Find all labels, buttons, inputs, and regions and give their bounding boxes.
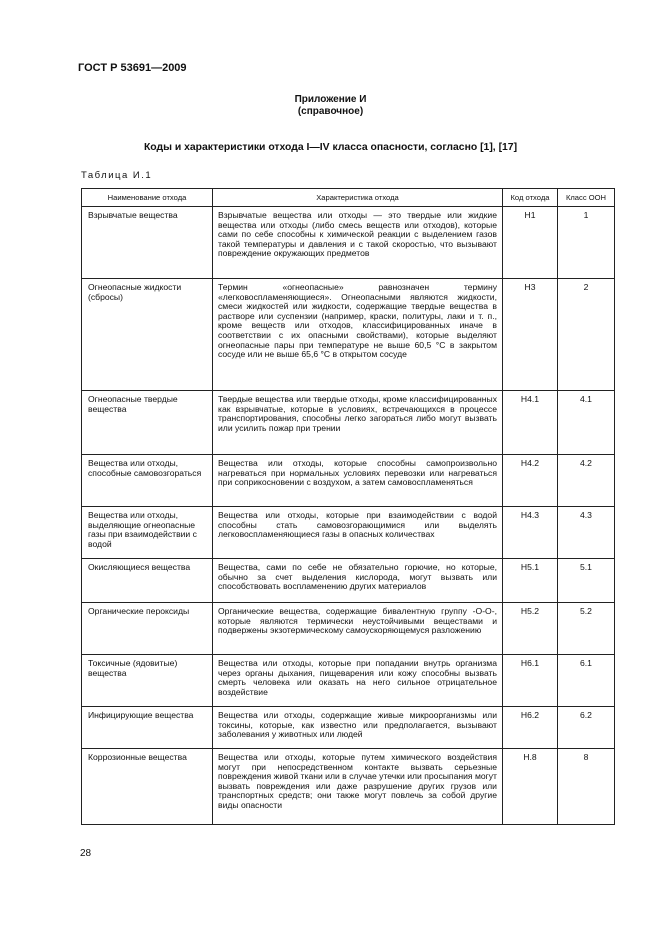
page-number: 28 [80,848,92,859]
table-row [82,455,615,507]
waste-code-cell: H4.2 [503,455,558,507]
waste-description-cell: Вещества или отходы, содержащие живые микроорганизмы или токсины, которые, как известно или предполагается, вызывают заболевания у животных или людей [213,707,503,749]
annex-note: (справочное) [297,106,364,117]
waste-name-cell: Токсичные (ядовитые) вещества [82,655,213,707]
table-row [82,279,615,391]
un-class-cell: 8 [558,749,615,825]
waste-description-cell: Органические вещества, содержащие бивалентную группу -О-О-, которые являются термически неустойчивыми веществами и подвержены экзотермическому самоускоряющемуся разложению [213,603,503,655]
un-class-cell: 4.2 [558,455,615,507]
waste-code-cell: H3 [503,279,558,391]
column-header-description: Характеристика отхода [213,189,503,207]
waste-name-cell: Огнеопасные жидкости (сбросы) [82,279,213,391]
waste-name-cell: Вещества или отходы, способные самовозгораться [82,455,213,507]
waste-code-cell: H6.1 [503,655,558,707]
waste-description-cell: Вещества, сами по себе не обязательно горючие, но которые, обычно за счет выделения кислорода, могут вызвать или способствовать воспламенению других материалов [213,559,503,603]
table-row [82,603,615,655]
table-row [82,707,615,749]
table-row [82,391,615,455]
table-row [82,507,615,559]
column-header-name: Наименование отхода [82,189,213,207]
un-class-cell: 6.2 [558,707,615,749]
table-caption: Таблица И.1 [81,170,153,181]
column-header-code: Код отхода [503,189,558,207]
waste-code-cell: H5.2 [503,603,558,655]
waste-code-cell: H1 [503,207,558,279]
table-row [82,559,615,603]
waste-codes-table [81,188,615,825]
waste-name-cell: Коррозионные вещества [82,749,213,825]
un-class-cell: 4.1 [558,391,615,455]
document-title: Коды и характеристики отхода I—IV класса опасности, согласно [1], [17] [143,142,518,153]
table-row [82,749,615,825]
un-class-cell: 1 [558,207,615,279]
waste-name-cell: Огнеопасные твердые вещества [82,391,213,455]
un-class-cell: 5.1 [558,559,615,603]
document-standard-header: ГОСТ Р 53691—2009 [78,62,187,74]
waste-name-cell: Органические пероксиды [82,603,213,655]
waste-name-cell: Взрывчатые вещества [82,207,213,279]
waste-description-cell: Термин «огнеопасные» равнозначен термину «легковоспламеняющиеся». Огнеопасными являются жидкости, смеси жидкостей или жидкости, содержащие твердые вещества в растворе или суспензии (например, краски, политуры, лаки и т. п., кроме веществ или отходов, классифицированных иначе в соответствии с их опасными свойствами), которые выделяют огнеопасные пары при температуре не выше 60,5 °С в закрытом сосуде или не выше 65,6 °С в открытом сосуде [213,279,503,391]
table-row [82,655,615,707]
annex-heading [0,94,661,118]
waste-code-cell: H.8 [503,749,558,825]
un-class-cell: 5.2 [558,603,615,655]
waste-name-cell: Вещества или отходы, выделяющие огнеопасные газы при взаимодействии с водой [82,507,213,559]
waste-name-cell: Инфицирующие вещества [82,707,213,749]
table-row [82,207,615,279]
waste-description-cell: Вещества или отходы, которые способны самопроизвольно нагреваться при нормальных условиях перевозки или нагреваться при соприкосновении с воздухом, а затем самовоспламеняться [213,455,503,507]
waste-code-cell: H4.1 [503,391,558,455]
waste-description-cell: Взрывчатые вещества или отходы — это твердые или жидкие вещества или отходы (либо смесь веществ или отходов), которые сами по себе способны к химической реакции с выделением газов такой температуры и давления и с такой скоростью, что вызывают повреждение окружающих предметов [213,207,503,279]
waste-name-cell: Окисляющиеся вещества [82,559,213,603]
un-class-cell: 4.3 [558,507,615,559]
waste-description-cell: Твердые вещества или твердые отходы, кроме классифицированных как взрывчатые, которые в условиях, встречающихся в процессе транспортирования, способны легко загораться либо могут вызвать или усилить пожар при трении [213,391,503,455]
waste-code-cell: H6.2 [503,707,558,749]
waste-description-cell: Вещества или отходы, которые путем химического воздействия могут при непосредственном контакте вызвать серьезные повреждения живой ткани или в случае утечки или просыпания могут вызвать повреждения или даже разрушение других грузов или транспортных средств; они также могут повлечь за собой другие виды опасности [213,749,503,825]
table-header-row [82,189,615,207]
waste-code-cell: H5.1 [503,559,558,603]
un-class-cell: 6.1 [558,655,615,707]
un-class-cell: 2 [558,279,615,391]
annex-title: Приложение И [294,94,367,105]
waste-description-cell: Вещества или отходы, которые при попадании внутрь организма через органы дыхания, пищеварения или кожу способны вызвать смерть человека или оказать на него сильное отрицательное воздействие [213,655,503,707]
column-header-un-class: Класс ООН [558,189,615,207]
waste-code-cell: H4.3 [503,507,558,559]
waste-description-cell: Вещества или отходы, которые при взаимодействии с водой способны стать самовозгорающимися или выделять легковоспламеняющиеся газы в опасных количествах [213,507,503,559]
